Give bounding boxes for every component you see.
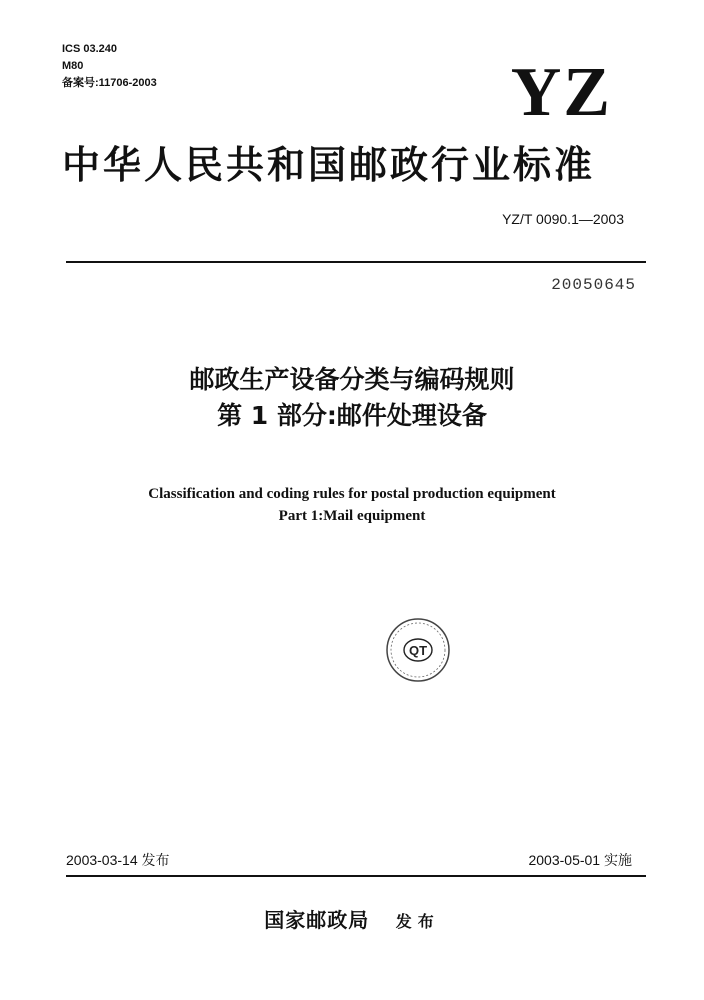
publisher-line (0, 904, 704, 933)
publisher-action: 发布 (395, 914, 440, 931)
issue-date: 2003-03-14 发布 (66, 852, 170, 868)
classification-code: M80 (62, 60, 84, 72)
publisher-name: 国家邮政局 (264, 910, 370, 932)
ics-code: ICS 03.240 (62, 43, 118, 55)
record-number: 备案号:11706-2003 (62, 77, 157, 89)
chinese-title-line-1: 邮政生产设备分类与编码规则 (189, 365, 515, 394)
english-title (0, 483, 704, 527)
quality-seal-icon (384, 616, 452, 684)
standard-number: YZ/T 0090.1—2003 (502, 211, 624, 227)
chinese-title (0, 362, 704, 434)
english-title-line-2: Part 1:Mail equipment (278, 508, 426, 524)
document-meta (62, 41, 157, 92)
english-title-line-1: Classification and coding rules for postal production equipment (148, 486, 556, 502)
seal-text: QT (408, 643, 428, 658)
issuing-standard-title: 中华人民共和国邮政行业标准 (62, 143, 596, 187)
implementation-date: 2003-05-01 实施 (528, 852, 632, 868)
chinese-title-line-2: 第 1 部分:邮件处理设备 (217, 401, 487, 430)
standard-code-logo: YZ (510, 54, 612, 131)
handwritten-number: 20050645 (551, 276, 636, 294)
top-divider (66, 261, 646, 263)
bottom-divider (66, 875, 646, 877)
